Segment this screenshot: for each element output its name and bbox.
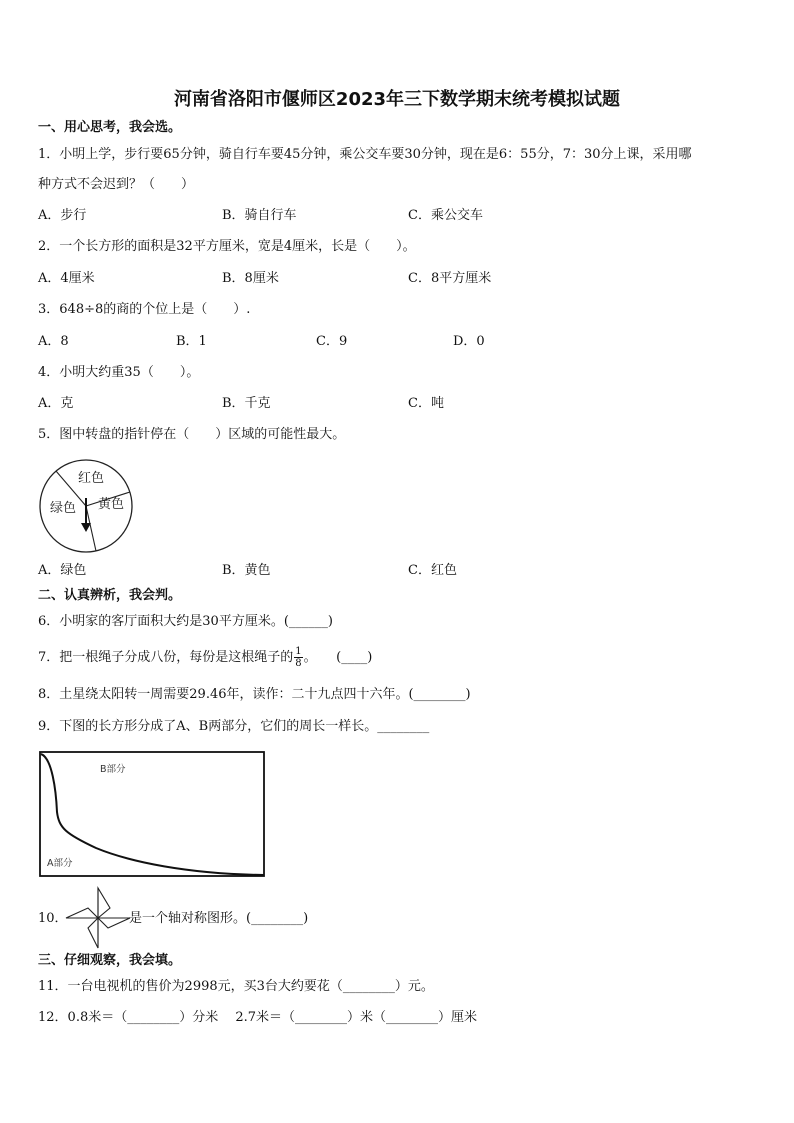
q7-text [38,646,372,670]
section-heading-2: 二、认真辨析，我会判。 [38,588,182,603]
q8-text: 8．土星绕太阳转一周需要29.46年，读作：二十九点四十六年。(________) [38,687,471,702]
page-title: 河南省洛阳市偃师区2023年三下数学期末统考模拟试题 [173,89,621,110]
q2-option-b: B．8厘米 [222,271,279,286]
q7-fraction-numerator: 1 [295,646,302,657]
q1-option-a: A．步行 [38,208,87,223]
q11-text: 11．一台电视机的售价为2998元，买3台大约要花（________）元。 [38,979,434,994]
q3-option-b: B．1 [176,334,207,349]
q9-label-a: A部分 [47,858,73,869]
pinwheel-blade-top [98,888,110,918]
q7-before: 7．把一根绳子分成八份，每份是这根绳子的 [38,650,294,665]
pinwheel-blade-left [66,908,98,918]
spinner-figure [38,458,134,554]
pinwheel-blade-bottom [88,918,98,948]
spinner-label-green: 绿色 [49,501,77,516]
q5-stem: 5．图中转盘的指针停在（ ）区域的可能性最大。 [38,427,346,442]
section-heading-1: 一、用心思考，我会选。 [38,120,182,135]
q4-option-a: A．克 [38,396,74,411]
q2-stem: 2．一个长方形的面积是32平方厘米，宽是4厘米，长是（ ）。 [38,239,416,254]
q1-stem-line1: 1．小明上学，步行要65分钟，骑自行车要45分钟，乘公交车要30分钟，现在是6：55分，7：30分上课，采用哪 [38,147,692,162]
q1-option-c: C．乘公交车 [408,208,483,223]
q3-option-c: C．9 [316,334,348,349]
q2-option-c: C．8平方厘米 [408,271,492,286]
q3-option-d: D．0 [453,334,485,349]
q7-fraction [294,646,302,669]
q9-label-b: B部分 [100,764,126,775]
q4-stem: 4．小明大约重35（ ）。 [38,365,200,380]
q4-option-b: B．千克 [222,396,271,411]
q9-rectangle-figure [38,750,266,878]
q4-option-c: C．吨 [408,396,444,411]
pinwheel-figure [64,886,132,950]
q5-option-b: B．黄色 [222,563,271,578]
q7-after: 。 (____) [303,650,373,665]
q5-option-a: A．绿色 [38,563,87,578]
q7-fraction-denominator: 8 [295,658,302,669]
section-heading-3: 三、仔细观察，我会填。 [38,953,182,968]
q1-option-b: B．骑自行车 [222,208,297,223]
q10-text: 是一个轴对称图形。(________) [129,911,309,926]
q9-rectangle [40,752,264,876]
q3-stem: 3．648÷8的商的个位上是（ ）. [38,302,251,317]
q12-text: 12．0.8米＝（________）分米 2.7米＝（________）米（________）厘米 [38,1010,478,1025]
q1-stem-line2: 种方式不会迟到？（ ） [38,177,195,192]
pinwheel-blade-right [98,918,130,928]
q3-option-a: A．8 [38,334,69,349]
q10-number: 10． [38,911,68,926]
q2-option-a: A．4厘米 [38,271,95,286]
spinner-label-yellow: 黄色 [97,497,125,512]
q5-option-c: C．红色 [408,563,457,578]
q6-text: 6．小明家的客厅面积大约是30平方厘米。(______) [38,614,333,629]
spinner-label-red: 红色 [77,471,105,486]
q9-text: 9．下图的长方形分成了A、B两部分，它们的周长一样长。________ [38,719,430,734]
